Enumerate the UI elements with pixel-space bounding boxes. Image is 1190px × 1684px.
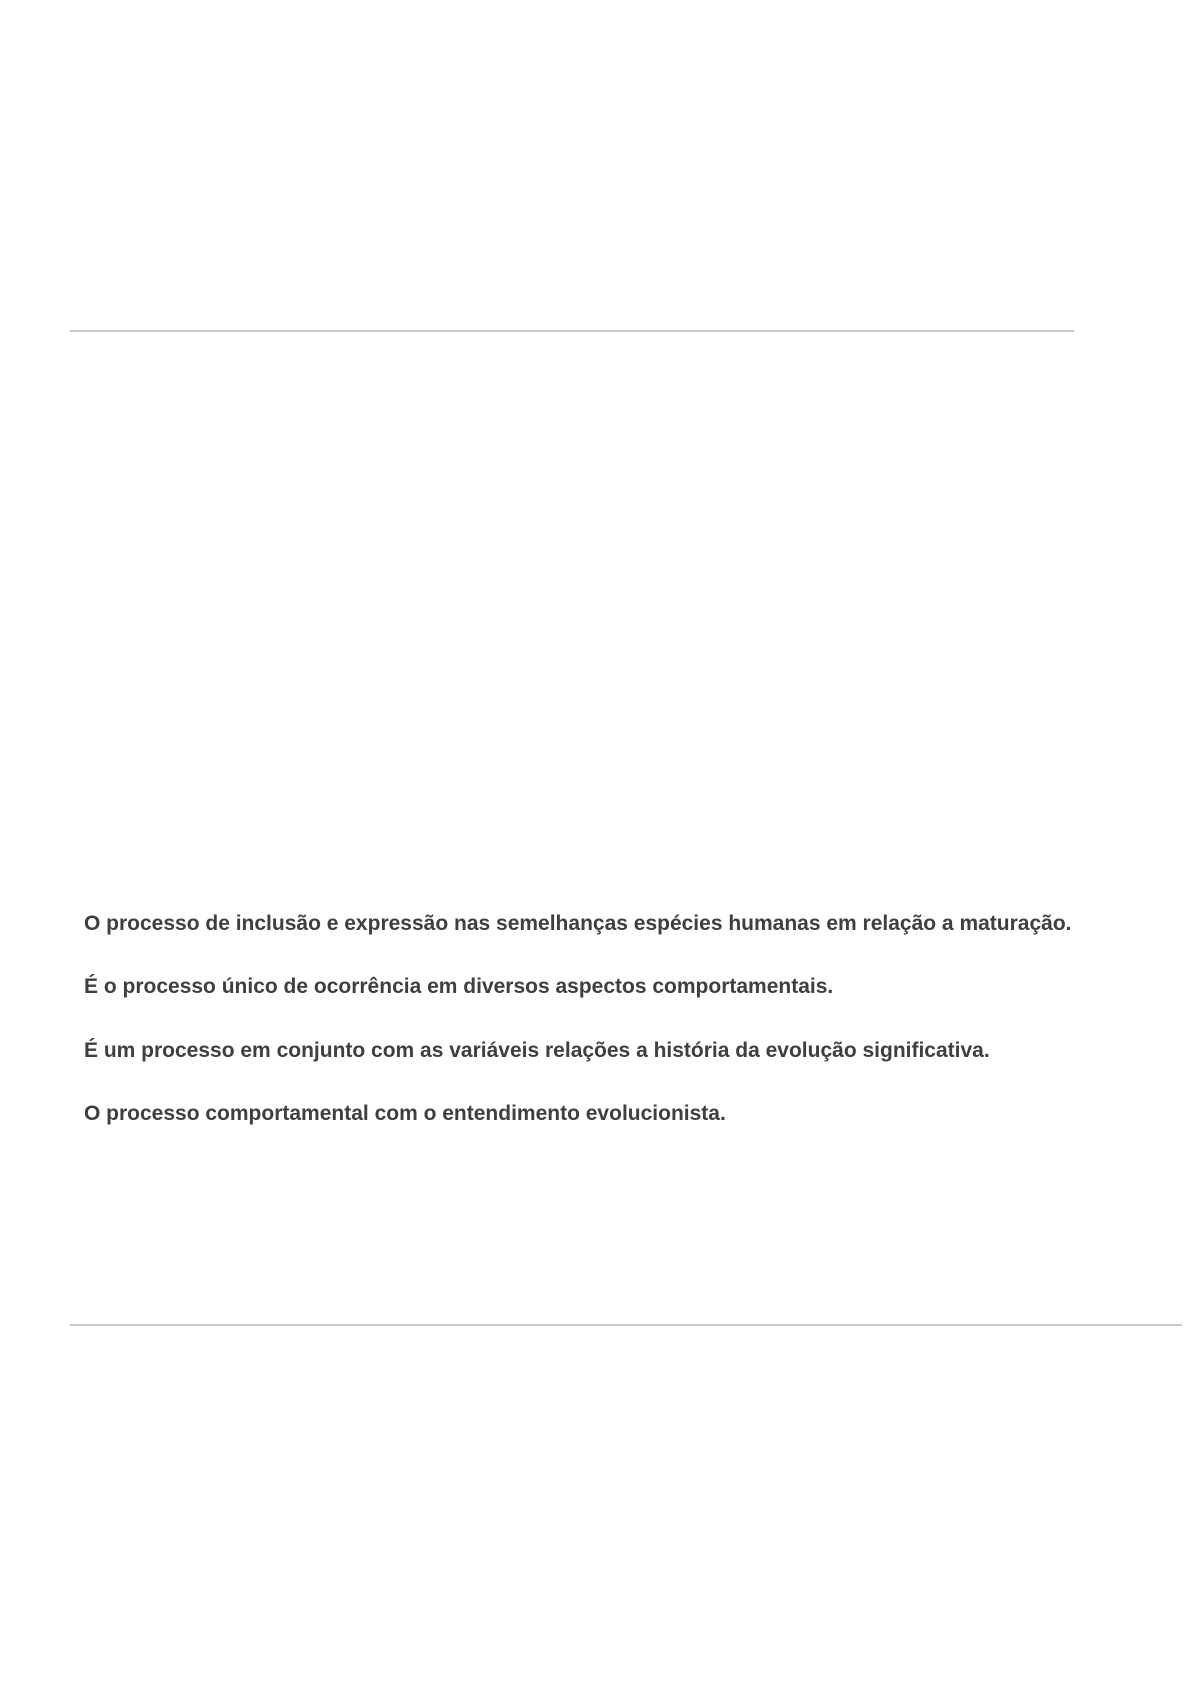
- bottom-divider: [70, 1324, 1182, 1326]
- answer-option: O processo comportamental com o entendimento evolucionista.: [84, 1102, 726, 1125]
- answer-option: É um processo em conjunto com as variáveis relações a história da evolução significativa.: [84, 1039, 990, 1062]
- answer-option: O processo de inclusão e expressão nas semelhanças espécies humanas em relação a maturação.: [84, 912, 1072, 935]
- top-divider: [70, 330, 1074, 332]
- answer-option: É o processo único de ocorrência em diversos aspectos comportamentais.: [84, 975, 834, 998]
